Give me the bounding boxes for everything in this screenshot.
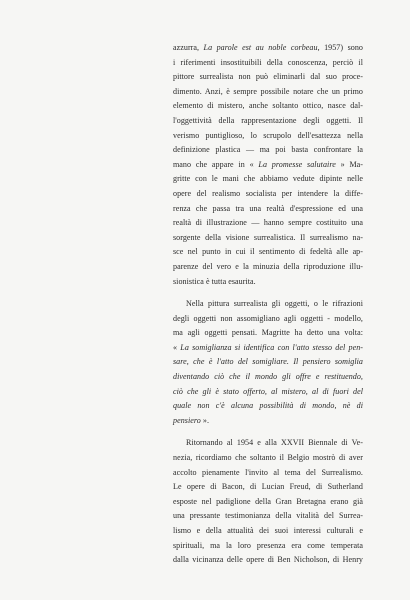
italic-text: diventando ciò che il mondo gli offre e restituendo,	[173, 372, 363, 382]
text-segment: l'oggettività della rappresentazione degli oggetti. Il	[173, 115, 363, 125]
text-line	[173, 326, 363, 341]
text-segment: pittore surrealista non può eliminarli dal suo proce-	[173, 72, 363, 82]
text-segment: renza che passa tra una realtà d'espressione ed una	[173, 203, 363, 213]
text-line	[173, 275, 363, 290]
text-segment: dalla vicinanza delle opere di Ben Nicholson, di Henry	[173, 555, 363, 565]
text-segment: spirituali, ma la loro presenza era come temperata	[173, 540, 363, 550]
text-segment: Nella pittura surrealista gli oggetti, o le rifrazioni	[186, 299, 363, 309]
text-segment: una pressante testimonianza della vitalità del Surrea-	[173, 511, 363, 521]
text-segment: elemento di mistero, anche soltanto ottico, nasce dal-	[173, 101, 363, 111]
text-segment: Ritornando al 1954 e alla XXVII Biennale di Ve-	[186, 438, 363, 448]
text-segment: degli oggetti non assomigliano agli oggetti - modello,	[173, 313, 363, 323]
text-line	[173, 341, 363, 356]
paragraph	[173, 297, 363, 428]
text-line	[173, 99, 363, 114]
text-segment: Le opere di Bacon, di Lucian Freud, di Sutherland	[173, 482, 363, 492]
text-segment: gritte con le mani che abbiamo vedute dipinte nelle	[173, 174, 363, 184]
text-line	[173, 260, 363, 275]
italic-text: quale non c'è alcuna possibilità di mondo, nè di	[173, 401, 363, 411]
text-segment: nezia, ricordiamo che soltanto il Belgio mostrò di aver	[173, 453, 363, 463]
text-line	[173, 495, 363, 510]
text-segment: parenze del vero e la minuzia della riproduzione illu-	[173, 261, 363, 271]
paragraph-gap	[173, 428, 363, 436]
text-line	[173, 187, 363, 202]
text-line	[173, 524, 363, 539]
text-segment: i riferimenti insostituibili della conoscenza, perciò il	[173, 57, 363, 67]
text-line	[173, 385, 363, 400]
body-text	[173, 41, 363, 568]
text-segment: opere del realismo socialista per intendere la diffe-	[173, 188, 363, 198]
text-line	[173, 231, 363, 246]
text-segment: ma agli oggetti pensati. Magritte ha detto una volta:	[173, 328, 363, 338]
italic-text: La promesse salutaire	[258, 159, 336, 169]
text-line	[173, 158, 363, 173]
text-segment: dimento. Anzi, è sempre possibile notare che un primo	[173, 86, 363, 96]
italic-text: La parole est au noble corbeau	[203, 43, 318, 52]
paragraph	[173, 436, 363, 567]
text-line	[173, 56, 363, 71]
italic-text: ciò che gli è stato offerto, al mistero, al di fuori del	[173, 386, 363, 396]
text-segment: mano che appare in «	[173, 159, 259, 169]
paragraph-gap	[173, 289, 363, 297]
paragraph	[173, 41, 363, 289]
text-line	[173, 451, 363, 466]
text-line	[173, 216, 363, 231]
text-segment: azzurra,	[173, 43, 204, 52]
text-segment: definizione plastica — ma poi basta confrontare la	[173, 145, 363, 155]
text-line	[173, 480, 363, 495]
text-segment: , 1957) sono	[317, 43, 363, 52]
text-segment: sce nel punto in cui il sentimento di fedeltà alle ap-	[173, 247, 363, 257]
text-segment: verismo puntiglioso, lo scrupolo dell'esattezza nella	[173, 130, 363, 140]
text-line	[173, 509, 363, 524]
text-line	[173, 85, 363, 100]
text-segment: » Ma-	[335, 159, 363, 169]
text-line	[173, 370, 363, 385]
text-line	[173, 70, 363, 85]
text-line	[173, 172, 363, 187]
text-line	[173, 143, 363, 158]
text-segment: ».	[200, 415, 210, 425]
text-line	[173, 436, 363, 451]
text-line	[173, 355, 363, 370]
text-segment: accolto pienamente l'invito al tema del Surrealismo.	[173, 467, 363, 477]
text-line	[173, 553, 363, 568]
text-line	[173, 202, 363, 217]
text-line	[173, 466, 363, 481]
text-line	[173, 297, 363, 312]
text-line	[173, 41, 363, 56]
text-segment: esposte nel padiglione della Gran Bretagna erano già	[173, 496, 363, 506]
text-line	[173, 399, 363, 414]
text-line	[173, 129, 363, 144]
text-line	[173, 245, 363, 260]
text-line	[173, 539, 363, 554]
text-line	[173, 312, 363, 327]
italic-text: pensiero	[173, 415, 201, 425]
text-segment: sionistica è tutta esaurita.	[173, 276, 256, 286]
text-line	[173, 414, 363, 429]
text-segment: sorgente della visione surrealistica. Il surrealismo na-	[173, 232, 363, 242]
text-segment: lismo e della attualità dei suoi interessi culturali e	[173, 526, 363, 535]
italic-text: La somiglianza si identifica con l'atto stesso del pen-	[180, 342, 363, 352]
text-line	[173, 114, 363, 129]
italic-text: sare, che è l'atto del somigliare. Il pensiero somiglia	[173, 357, 363, 367]
text-segment: «	[173, 342, 181, 352]
text-segment: realtà di illustrazione — hanno sempre costituito una	[173, 218, 363, 228]
